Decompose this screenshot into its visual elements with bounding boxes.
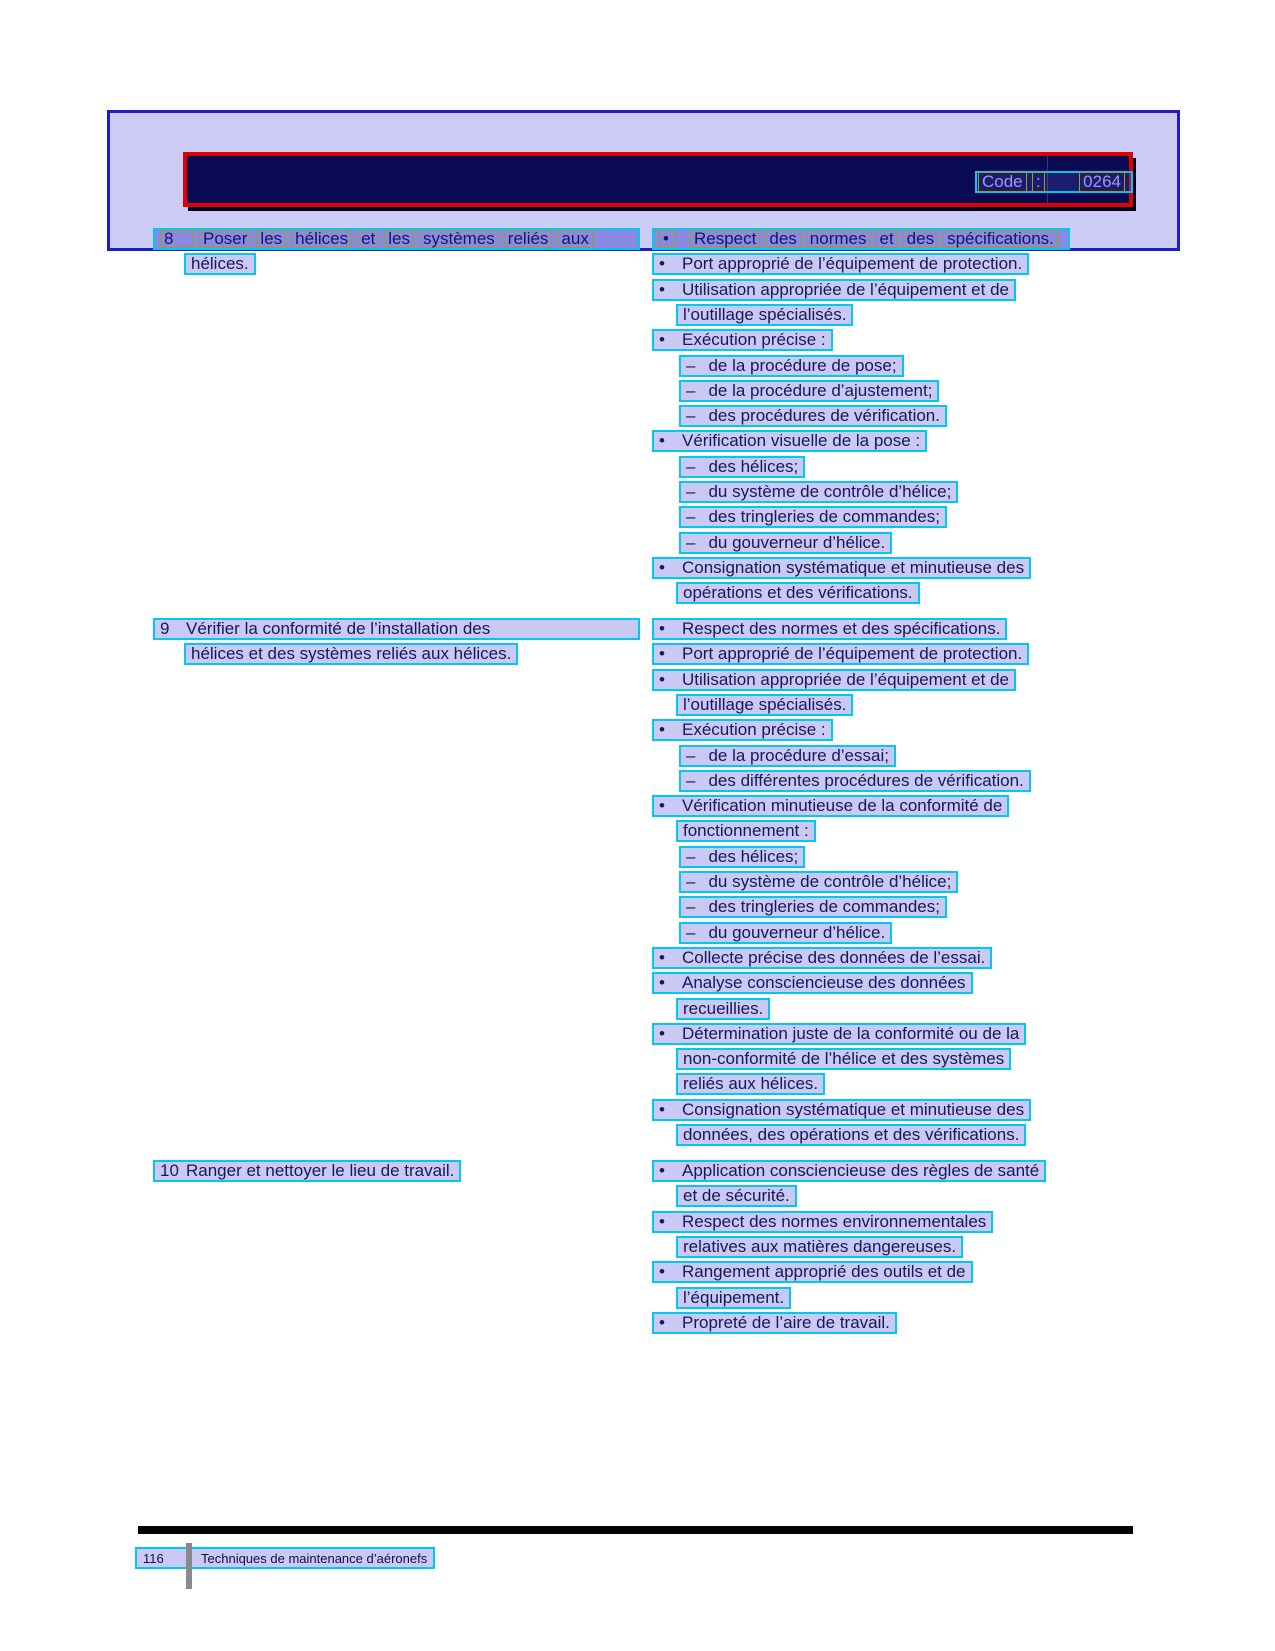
line-text: Port approprié de l’équipement de protection. [682,254,1023,273]
dash-marker: – [686,482,696,501]
bullet-marker: • [659,280,665,299]
task-8-line [153,228,640,250]
criteria-line [652,1312,897,1334]
dash-marker: – [686,457,696,476]
line-text: relatives aux matières dangereuses. [683,1237,957,1256]
line-text: des hélices; [708,457,799,476]
word: des [765,230,800,248]
bullet-marker: • [659,973,665,992]
line-text: des différentes procédures de vérification. [708,771,1024,790]
criteria-line [652,972,973,994]
criteria-line [679,871,958,893]
bullet-marker: • [659,1212,665,1231]
word: systèmes [419,230,499,248]
line-text: du système de contrôle d’hélice; [708,482,952,501]
dash-marker: – [686,533,696,552]
word: Respect [690,230,760,248]
line-text: l’outillage spécialisés. [683,695,847,714]
word: aux [557,230,592,248]
dash-marker: – [686,897,696,916]
line-text: recueillies. [683,999,764,1018]
footer-divider-bar [186,1543,192,1589]
bullet-marker: • [659,619,665,638]
criteria-line [652,1211,993,1233]
bullet-marker: • [659,230,676,248]
criteria-line [679,456,805,478]
task-8-line [184,253,256,275]
bullet-marker: • [659,558,665,577]
criteria-line [652,253,1029,275]
word: normes [806,230,871,248]
line-text: non-conformité de l’hélice et des systèmes [683,1049,1005,1068]
criteria-line [652,618,1007,640]
task-number: 8 [160,230,194,248]
line-text: Vérifier la conformité de l’installation des [186,619,491,638]
criteria-line [676,1287,791,1309]
line-text: Application consciencieuse des règles de santé [682,1161,1040,1180]
word: les [384,230,414,248]
criteria-line [652,1099,1031,1121]
criteria-line [676,1185,797,1207]
line-text: du gouverneur d’hélice. [708,923,886,942]
bullet-marker: • [659,330,665,349]
criteria-line [679,532,892,554]
dash-marker: – [686,381,696,400]
bullet-marker: • [659,254,665,273]
line-text: Propreté de l’aire de travail. [682,1313,890,1332]
word: des [903,230,938,248]
bullet-marker: • [659,670,665,689]
task-number: 9 [160,619,170,638]
line-text: des hélices; [708,847,799,866]
line-text: du système de contrôle d’hélice; [708,872,952,891]
page-number: 116 [143,1550,164,1566]
line-text: et de sécurité. [683,1186,790,1205]
criteria-line [652,430,927,452]
dash-marker: – [686,356,696,375]
bullet-marker: • [659,948,665,967]
line-text: Analyse consciencieuse des données [682,973,966,992]
criteria-line [652,329,833,351]
dash-marker: – [686,847,696,866]
line-text: de la procédure de pose; [708,356,897,375]
code-label: Code [978,172,1027,192]
bullet-marker: • [659,431,665,450]
bullet-marker: • [659,720,665,739]
criteria-line [679,506,947,528]
task-9-line [153,618,640,640]
criteria-line [679,405,947,427]
dash-marker: – [686,872,696,891]
bullet-marker: • [659,1262,665,1281]
criteria-line [676,694,853,716]
bullet-marker: • [659,644,665,663]
word: reliés [504,230,553,248]
criteria-line [652,279,1016,301]
line-text: Rangement approprié des outils et de [682,1262,966,1281]
line-text: Détermination juste de la conformité ou de la [682,1024,1020,1043]
line-text: des procédures de vérification. [708,406,940,425]
criteria-line [679,380,939,402]
bullet-marker: • [659,796,665,815]
criteria-line [679,896,947,918]
dash-marker: – [686,507,696,526]
criteria-line [679,922,892,944]
line-text: Consignation systématique et minutieuse des [682,1100,1025,1119]
line-text: Ranger et nettoyer le lieu de travail. [186,1161,455,1180]
dash-marker: – [686,406,696,425]
line-text: Consignation systématique et minutieuse des [682,558,1025,577]
line-text: fonctionnement : [683,821,809,840]
dash-marker: – [686,923,696,942]
criteria-line [652,228,1070,250]
criteria-line [652,669,1016,691]
code-field [975,171,1133,193]
criteria-line [676,304,853,326]
word: spécifications. [943,230,1058,248]
line-text: Vérification minutieuse de la conformité de [682,796,1003,815]
criteria-line [652,719,833,741]
line-text: reliés aux hélices. [683,1074,819,1093]
criteria-line [652,1261,973,1283]
criteria-line [676,1048,1011,1070]
task-10-line [153,1160,461,1182]
line-text: hélices. [191,254,249,273]
code-colon: : [1032,172,1045,192]
bullet-marker: • [659,1161,665,1180]
line-text: Utilisation appropriée de l’équipement et de [682,280,1009,299]
line-text: hélices et des systèmes reliés aux hélices. [191,644,512,663]
dash-marker: – [686,771,696,790]
criteria-line [676,820,816,842]
line-text: Vérification visuelle de la pose : [682,431,921,450]
line-text: Respect des normes et des spécifications. [682,619,1001,638]
bullet-marker: • [659,1313,665,1332]
line-text: Exécution précise : [682,720,826,739]
criteria-line [679,770,1031,792]
line-text: de la procédure d’ajustement; [708,381,933,400]
line-text: opérations et des vérifications. [683,583,913,602]
word: les [256,230,286,248]
line-text: Collecte précise des données de l’essai. [682,948,986,967]
criteria-line [676,1124,1026,1146]
word: Poser [199,230,251,248]
criteria-line [652,1023,1026,1045]
criteria-line [652,643,1029,665]
line-text: de la procédure d’essai; [708,746,889,765]
task-9-line [184,643,518,665]
criteria-line [679,846,805,868]
line-text: données, des opérations et des vérifications. [683,1125,1020,1144]
line-text: l’équipement. [683,1288,785,1307]
footer-rule [138,1526,1133,1534]
footer [135,1547,435,1569]
word: hélices [291,230,352,248]
word: et [875,230,897,248]
footer-title: Techniques de maintenance d’aéronefs [201,1550,428,1566]
line-text: du gouverneur d’hélice. [708,533,886,552]
bullet-marker: • [659,1100,665,1119]
criteria-line [679,481,958,503]
criteria-line [652,795,1009,817]
criteria-line [679,745,896,767]
bullet-marker: • [659,1024,665,1043]
word: et [357,230,379,248]
line-text: Utilisation appropriée de l’équipement et de [682,670,1009,689]
criteria-line [679,355,904,377]
criteria-line [652,1160,1046,1182]
line-text: des tringleries de commandes; [708,507,940,526]
criteria-line [676,998,770,1020]
criteria-line [676,582,920,604]
line-text: Respect des normes environnementales [682,1212,987,1231]
criteria-line [652,557,1031,579]
code-value: 0264 [1079,172,1125,192]
line-text: Exécution précise : [682,330,826,349]
line-text: Port approprié de l’équipement de protection. [682,644,1023,663]
dash-marker: – [686,746,696,765]
line-text: l’outillage spécialisés. [683,305,847,324]
criteria-line [652,947,992,969]
criteria-line [676,1236,963,1258]
line-text: des tringleries de commandes; [708,897,940,916]
task-number: 10 [160,1161,179,1180]
criteria-line [676,1073,825,1095]
